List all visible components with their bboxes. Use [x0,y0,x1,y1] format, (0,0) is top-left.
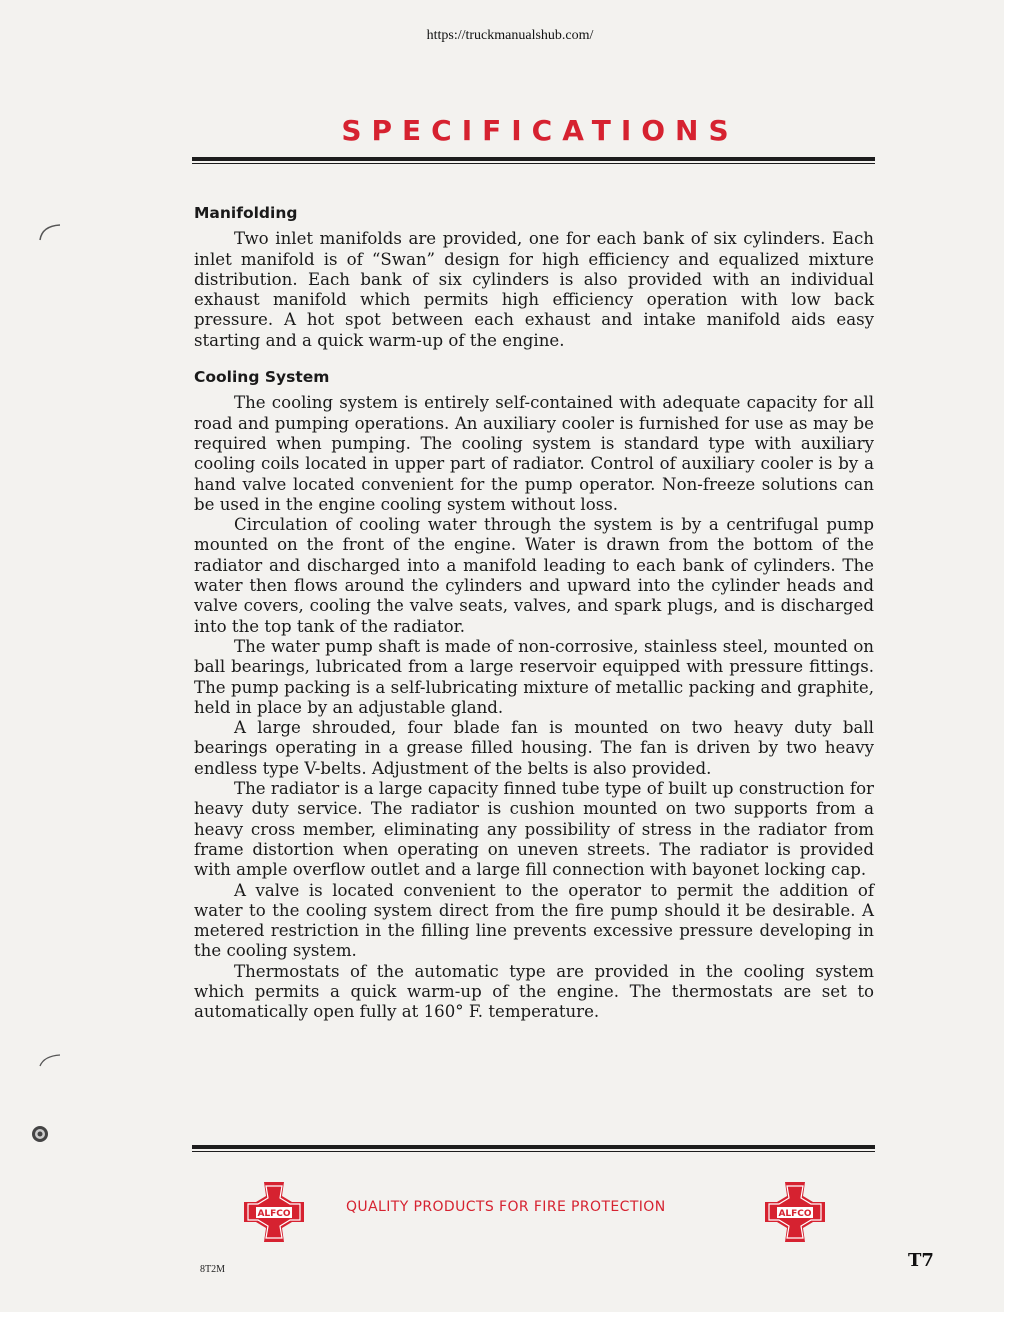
footer-tagline: QUALITY PRODUCTS FOR FIRE PROTECTION [346,1199,666,1215]
top-divider [192,157,875,164]
svg-text:ALFCO: ALFCO [257,1209,291,1219]
paragraph: A valve is located convenient to the operator to permit the addition of water to the cooling system direct from the fire pump should it be desirable. A metered restriction in the filling line prevents excessive pressure developing in the cooling system. [194,880,874,961]
seal-stamp-icon [31,1125,49,1143]
source-url: https://truckmanualshub.com/ [426,28,594,43]
section-cooling-system [194,367,874,1023]
binder-hole-mark [36,222,66,242]
paragraph: Circulation of cooling water through the system is by a centrifugal pump mounted on the front of the engine. Water is drawn from the bottom of the radiator and discharged into a manifold leading to each bank of cylinders. The water then flows around the cylinders and upward into the cylinder heads and valve covers, cooling the valve seats, valves, and spark plugs, and is discharged into the top tank of the radiator. [194,515,874,636]
paragraph: The radiator is a large capacity finned tube type of built up construction for heavy duty service. The radiator is cushion mounted on two supports from a heavy cross member, eliminating any possibility of stress in the radiator from frame distortion when operating on uneven streets. The radiator is provided with ample overflow outlet and a large fill connection with bayonet locking cap. [194,779,874,880]
paragraph: The cooling system is entirely self-contained with adequate capacity for all road and pumping operations. An auxiliary cooler is furnished for use as may be required when pumping. The cooling system is standard type with auxiliary cooling coils located in upper part of radiator. Control of auxiliary cooler is by a hand valve located convenient for the pump operator. Non-freeze solutions can be used in the engine cooling system without loss. [194,393,874,514]
alfco-logo-icon [763,1180,827,1244]
section-manifolding [194,203,874,351]
svg-text:ALFCO: ALFCO [778,1209,812,1219]
paragraph: The water pump shaft is made of non-corrosive, stainless steel, mounted on ball bearings, lubricated from a large reservoir equipped with pressure fittings. The pump packing is a self-lubricating mixture of metallic packing and graphite, held in place by an adjustable gland. [194,636,874,717]
document-code: 8T2M [200,1264,225,1275]
page-title: SPECIFICATIONS [341,114,739,147]
section-heading: Manifolding [194,204,298,222]
section-heading: Cooling System [194,368,330,387]
body-content [194,203,874,1039]
paragraph: Thermostats of the automatic type are provided in the cooling system which permits a quick warm-up of the engine. The thermostats are set to automatically open fully at 160° F. temperature. [194,961,874,1022]
paragraph: Two inlet manifolds are provided, one for each bank of six cylinders. Each inlet manifold is of “Swan” design for high efficiency and equalized mixture distribution. Each bank of six cylinders is also provided with an individual exhaust manifold which permits high efficiency operation with low back pressure. A hot spot between each exhaust and intake manifold aids easy starting and a quick warm-up of the engine. [194,229,874,350]
binder-hole-mark [36,1050,66,1070]
page-number: T7 [908,1250,934,1271]
bottom-divider [192,1145,875,1152]
alfco-logo-icon [242,1180,306,1244]
paragraph: A large shrouded, four blade fan is mounted on two heavy duty ball bearings operating in a grease filled housing. The fan is driven by two heavy endless type V-belts. Adjustment of the belts is also provided. [194,718,874,778]
